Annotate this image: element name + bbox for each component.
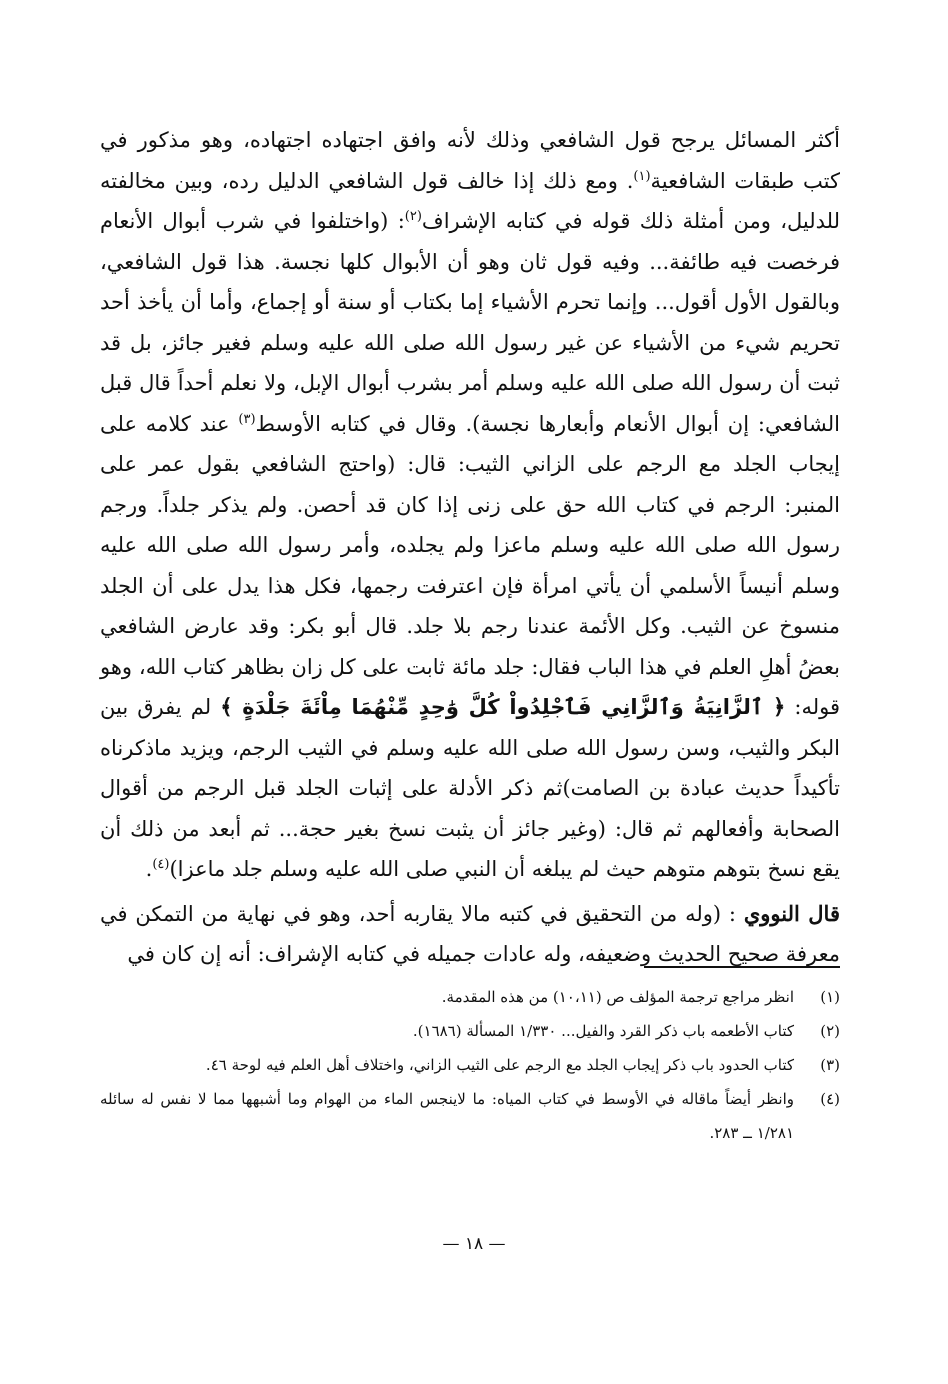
paragraph-1 [100, 120, 840, 890]
footnote-text: انظر مراجع ترجمة المؤلف ص (١٠،١١) من هذه المقدمة. [441, 988, 794, 1006]
paragraph-1-part-c: : (واختلفوا في شرب أبوال الأنعام فرخصت فيه طائفة... وفيه قول ثان وهو أن الأبوال كلها نجسة. هذا قول الشافعي، وبالقول الأول أقول... وإنما تحرم الأشياء إما بكتاب أو سنة أو إجماع، وأما أن يأخذ أحد تحريم شيء من الأشياء عن غير رسول الله صلى الله عليه وسلم فغير جائز، بل قد ثبت أن رسول الله صلى الله عليه وسلم أمر بشرب أبوال الإبل، ولا نعلم أحداً قال قبل الشافعي: إن أبوال الأنعام وأبعارها نجسة). وقال في كتابه الأوسط [100, 209, 840, 436]
quran-verse: ﴿ ٱلزَّانِيَةُ وَٱلزَّانِي فَٱجْلِدُواْ كُلَّ وَٰحِدٍ مِّنْهُمَا مِاْئَةَ جَلْدَةٍ ﴾ [220, 695, 786, 719]
paragraph-1-part-d: عند كلامه على إيجاب الجلد مع الرجم على الزاني الثيب: قال: (واحتج الشافعي بقول عمر على المنبر: الرجم في كتاب الله حق على زنى إذا كان قد أحصن. ولم يذكر جلداً. ورجم رسول الله صلى الله عليه وسلم ماعزا ولم يجلده، وأمر رسول الله صلى الله عليه وسلم أنيساً الأسلمي أن يأتي امرأة فإن اعترفت رجمها، فكل هذا يدل على أن الجلد منسوخ عن الثيب. وكل الأئمة عندنا رجم بلا جلد. قال أبو بكر: وقد عارض الشافعي بعضُ أهلِ العلم في هذا الباب فقال: جلد مائة ثابت على كل زان بظاهر كتاب الله، وهو قوله: [100, 411, 841, 719]
footnote-text: وانظر أيضاً ماقاله في الأوسط في كتاب المياه: ما لاينجس الماء من الهوام وما أشبهها مما لا نفس له سائله ١/٢٨١ ــ ٢٨٣. [100, 1090, 794, 1142]
footnote-ref-1: (١) [633, 168, 651, 184]
paragraph-1-part-a: أكثر المسائل يرجح قول الشافعي وذلك لأنه وافق اجتهاده اجتهاده، وهو مذكور في كتب طبقات الشافعية [100, 128, 840, 193]
footnote-2 [100, 1014, 840, 1048]
main-text [100, 120, 840, 975]
paragraph-2-text: : (وله من التحقيق في كتبه مالا يقاربه أحد، وهو في نهاية من التمكن في معرفة صحيح الحديث وضعيفه، وله عادات جميله في كتابه الإشراف: أنه إن كان في [100, 901, 840, 966]
footnote-3 [100, 1048, 840, 1082]
footnote-text: كتاب الحدود باب ذكر إيجاب الجلد مع الرجم على الثيب الزاني، واختلاف أهل العلم فيه لوحة ٤٦. [205, 1056, 794, 1074]
paragraph-2 [100, 894, 840, 975]
footnote-ref-3: (٣) [238, 411, 256, 427]
paragraph-1-part-b: . ومع ذلك إذا خالف قول الشافعي الدليل رده، وبين مخالفته للدليل، ومن أمثلة ذلك قوله في كتابه الإشراف [100, 168, 840, 233]
paragraph-1-end: . [145, 857, 153, 881]
speaker-label: قال النووي [743, 900, 840, 926]
footnotes [100, 980, 840, 1150]
footnote-4 [100, 1082, 840, 1150]
footnote-number: (١) [820, 988, 840, 1006]
footnote-number: (٢) [820, 1022, 840, 1040]
footnote-separator [644, 966, 840, 968]
paragraph-1-part-e: لم يفرق بين البكر والثيب، وسن رسول الله صلى الله عليه وسلم في الثيب الرجم، ويزيد ماذكرناه تأكيداً حديث عبادة بن الصامت)ثم ذكر الأدلة على إثبات الجلد قبل الرجم من أقوال الصحابة وأفعالهم ثم قال: (وغير جائز أن يثبت نسخ بغير حجة... ثم أبعد من ذلك أن يقع نسخ بتوهم متوهم حيث لم يبلغه أن النبي صلى الله عليه وسلم جلد ماعزا) [100, 695, 840, 881]
footnote-ref-4: (٤) [152, 857, 170, 872]
page-number: — ١٨ — [442, 1234, 506, 1254]
footnote-number: (٤) [820, 1090, 840, 1108]
footnote-ref-2: (٢) [404, 209, 422, 224]
footnote-number: (٣) [820, 1056, 840, 1074]
footnote-1 [100, 980, 840, 1014]
footnote-text: كتاب الأطعمه باب ذكر القرد والفيل... ١/٣٣٠ المسألة (١٦٨٦). [412, 1022, 794, 1040]
